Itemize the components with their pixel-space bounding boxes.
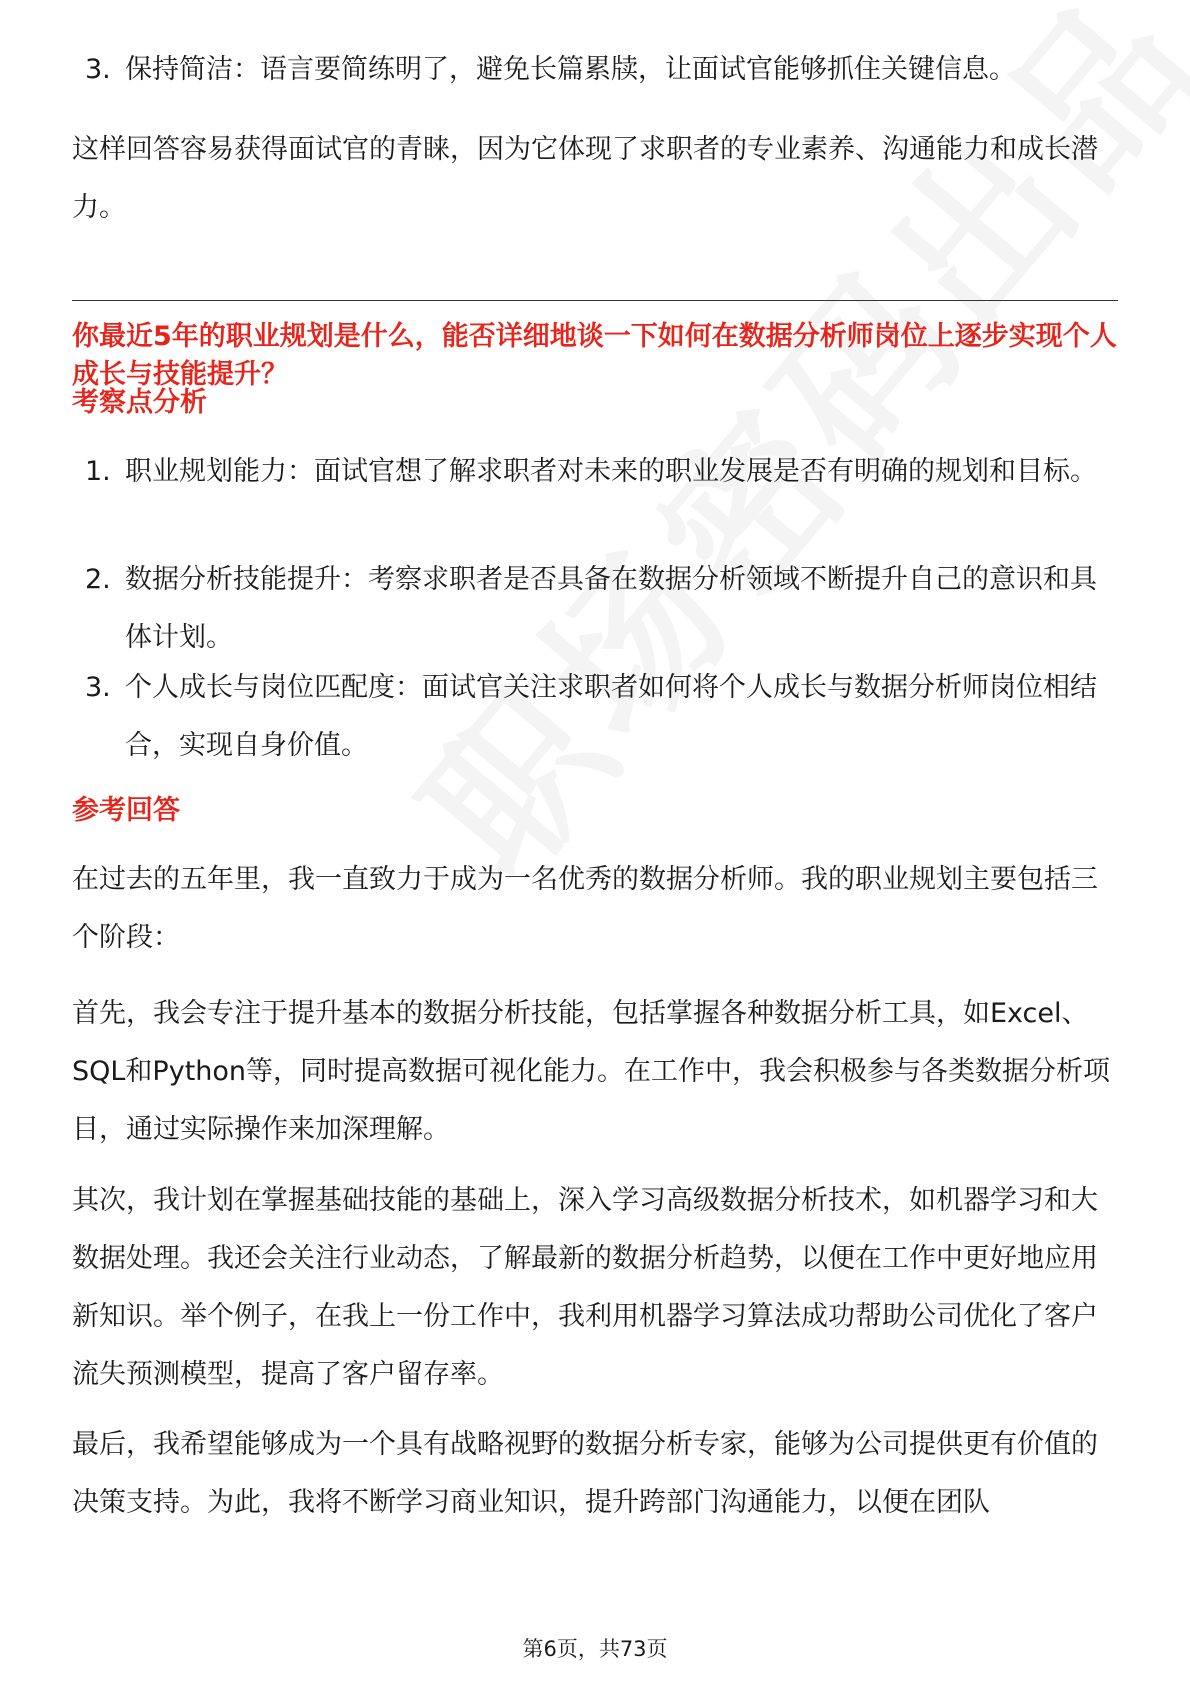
answer-heading: 参考回答	[72, 795, 180, 826]
list-text: 职业规划能力：面试官想了解求职者对未来的职业发展是否有明确的规划和目标。	[125, 456, 1097, 487]
list-number: 1.	[85, 456, 111, 487]
analysis-item-1	[85, 443, 1118, 501]
answer-paragraph-1: 在过去的五年里，我一直致力于成为一名优秀的数据分析师。我的职业规划主要包括三个阶段：	[72, 864, 1098, 953]
analysis-item-2	[85, 551, 1118, 667]
closing-paragraph: 这样回答容易获得面试官的青睐，因为它体现了求职者的专业素养、沟通能力和成长潜力。	[72, 134, 1098, 223]
analysis-heading: 考察点分析	[72, 387, 207, 418]
section-divider	[72, 300, 1118, 301]
list-text: 个人成长与岗位匹配度：面试官关注求职者如何将个人成长与数据分析师岗位相结合，实现自身价值。	[125, 672, 1097, 761]
intro-list-item	[85, 41, 1118, 99]
answer-paragraph-3: 其次，我计划在掌握基础技能的基础上，深入学习高级数据分析技术，如机器学习和大数据处理。我还会关注行业动态，了解最新的数据分析趋势，以便在工作中更好地应用新知识。举个例子，在我上一份工作中，我利用机器学习算法成功帮助公司优化了客户流失预测模型，提高了客户留存率。	[72, 1185, 1098, 1390]
answer-paragraph-4: 最后，我希望能够成为一个具有战略视野的数据分析专家，能够为公司提供更有价值的决策支持。为此，我将不断学习商业知识，提升跨部门沟通能力，以便在团队	[72, 1429, 1098, 1518]
question-heading: 你最近5年的职业规划是什么，能否详细地谈一下如何在数据分析师岗位上逐步实现个人成长与技能提升？	[72, 321, 1117, 390]
list-number: 3.	[85, 672, 111, 703]
list-number: 3.	[85, 54, 111, 85]
list-text: 保持简洁：语言要简练明了，避免长篇累牍，让面试官能够抓住关键信息。	[125, 54, 1016, 85]
page-number-footer: 第6页，共73页	[522, 1637, 668, 1661]
list-number: 2.	[85, 564, 111, 595]
list-text: 数据分析技能提升：考察求职者是否具备在数据分析领域不断提升自己的意识和具体计划。	[125, 564, 1097, 653]
answer-paragraph-2: 首先，我会专注于提升基本的数据分析技能，包括掌握各种数据分析工具，如Excel、SQL和Python等，同时提高数据可视化能力。在工作中，我会积极参与各类数据分析项目，通过实际操作来加深理解。	[72, 998, 1111, 1145]
analysis-item-3	[85, 659, 1118, 775]
